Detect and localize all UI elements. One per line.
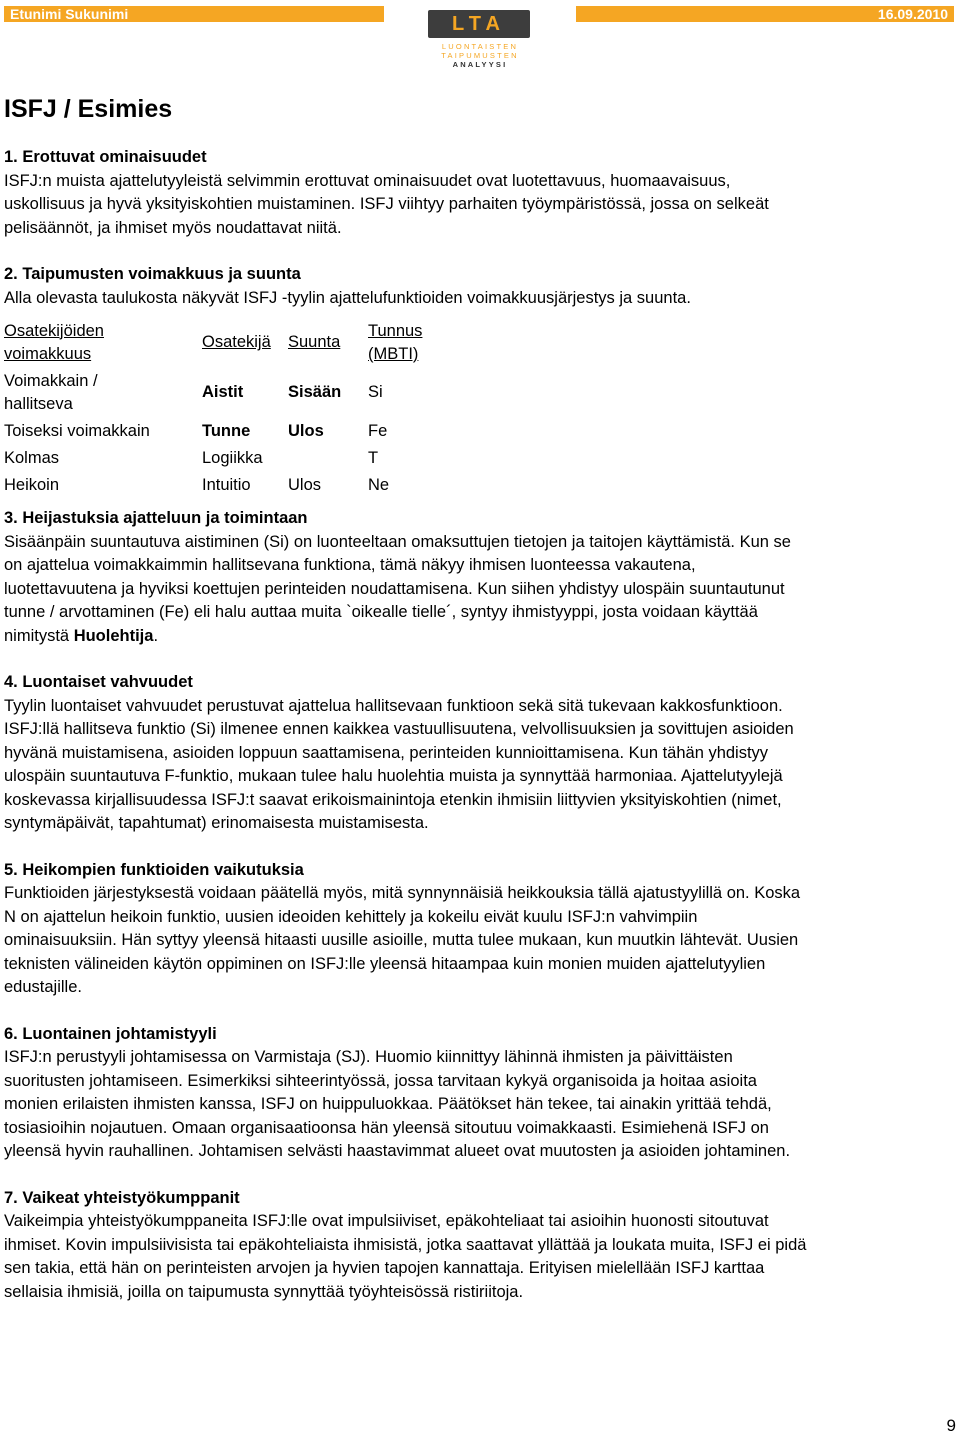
section-3-heading: 3. Heijastuksia ajatteluun ja toimintaan [4, 509, 308, 527]
paragraph-line: monien erilaisten ihmisten kanssa, ISFJ on huippuluokkaa. Päätökset hän tekee, tai ainakin yrittää tehdä, [4, 1095, 772, 1113]
header-strength: Osatekijöiden voimakkuus [4, 321, 104, 363]
paragraph-line: yleensä hyvin rauhallinen. Johtamisen selvästi haastavimmat alueet ovat muutosten ja asioiden johtaminen. [4, 1142, 791, 1160]
cell-direction: Ulos [288, 421, 324, 440]
logo-line-1: LUONTAISTEN [441, 42, 519, 51]
paragraph-line: tunne / arvottaminen (Fe) eli halu auttaa muita `oikealle tielle´, syntyy ihmistyyppi, josta voidaan käyttää [4, 603, 758, 621]
paragraph-line: ulospäin suuntautuva F-funktio, mukaan tulee halu huolehtia muista ja synnyttää harmoniaa. Ajattelutyylejä [4, 767, 783, 785]
table-row [4, 418, 448, 445]
paragraph-line: N on ajattelun heikoin funktio, uusien ideoiden kehittely ja kokeilu eivät kuulu ISFJ:n vahvimpiin [4, 907, 698, 926]
cell-direction: Ulos [288, 475, 322, 494]
section-4-heading: 4. Luontaiset vahvuudet [4, 673, 193, 691]
paragraph-line: teknisten välineiden käytön oppiminen on ISFJ:lle yleensä hitaampaa kuin monien muiden ajattelutyylien [4, 954, 766, 973]
paragraph-line: Vaikeimpia yhteistyökumppaneita ISFJ:lle ovat impulsiiviset, epäkohteliaat tai asioihin huonosti sitoutuvat [4, 1212, 769, 1230]
paragraph-line: suoritusten johtamiseen. Esimerkiksi sihteerintyössä, jossa tarvitaan kykyä organisoida ja hoitaa asioita [4, 1071, 757, 1090]
cell-code: Si [368, 383, 383, 402]
lta-logo [418, 6, 542, 69]
section-2-intro: Alla olevasta taulukosta näkyvät ISFJ -tyylin ajattelufunktioiden voimakkuusjärjestys ja suunta. [4, 288, 691, 307]
section-1-heading: 1. Erottuvat ominaisuudet [4, 148, 207, 166]
paragraph-line: hyvänä muistamisena, asioiden loppuun saattamisena, perinteiden kunnioittamisena. Kun tähän yhdistyy [4, 743, 769, 762]
page-number: 9 [946, 1416, 956, 1435]
section-7 [4, 1187, 954, 1305]
cell-factor: Logiikka [202, 448, 263, 467]
logo-letters: LTA [452, 13, 506, 35]
paragraph-line: on ajattelua voimakkaimmin hallitsevana funktiona, tämä näkyy ihmisen luonteessa vakautena, [4, 556, 696, 574]
paragraph-line: Funktioiden järjestyksestä voidaan päätellä myös, mitä synnynnäisiä heikkouksia tällä ajatustyylillä on. Koska [4, 884, 801, 902]
section-5-heading: 5. Heikompien funktioiden vaikutuksia [4, 860, 304, 879]
paragraph-line: ISFJ:n perustyyli johtamisessa on Varmistaja (SJ). Huomio kiinnittyy lähinnä ihmisten ja päivittäisten [4, 1048, 733, 1066]
header-factor: Osatekijä [202, 333, 271, 352]
table-header-row [4, 318, 448, 368]
paragraph-line: ihmiset. Kovin impulsiivisista tai epäkohteliaista ihmisistä, jotka saattavat yllättää ja loukata muita, ISFJ ei pidä [4, 1235, 807, 1254]
header-date-bar: 16.09.2010 [576, 6, 954, 22]
cell-factor: Intuitio [202, 475, 251, 494]
cell-code: T [368, 448, 379, 467]
paragraph-line: uskollisuus ja hyvä yksityiskohtien muistaminen. ISFJ viihtyy parhaiten työympäristössä, jossa on selkeät [4, 195, 769, 213]
paragraph-line: Tyylin luontaiset vahvuudet perustuvat ajattelua hallitsevaan funktioon sekä sitä tukevaan kakkosfunktioon. [4, 696, 783, 715]
section-6 [4, 1023, 954, 1164]
function-table [4, 318, 448, 499]
paragraph-line: ominaisuuksiin. Hän syttyy yleensä hitaasti uusille asioille, mutta tulee mukaan, kun muutkin lähtevät. Uusien [4, 931, 799, 949]
paragraph-line: sen takia, että hän on perinteisten arvojen ja hyvien tapojen kannattaja. Erityisen mielellään ISFJ karttaa [4, 1259, 765, 1277]
header-name-bar: Etunimi Sukunimi [4, 6, 384, 22]
paragraph-line: nimitystä Huolehtija. [4, 626, 159, 645]
section-6-heading: 6. Luontainen johtamistyyli [4, 1024, 217, 1043]
table-row [4, 472, 448, 499]
section-4 [4, 671, 954, 836]
paragraph-line: ISFJ:n muista ajattelutyyleistä selvimmin erottuvat ominaisuudet ovat luotettavuus, huomaavaisuus, [4, 171, 731, 190]
section-1 [4, 146, 954, 240]
table-row [4, 445, 448, 472]
section-3 [4, 507, 954, 648]
paragraph-line: tosiasioihin nojautuen. Omaan organisaatioonsa hän yleensä sitoutuu voimakkaasti. Esimiehenä ISFJ on [4, 1118, 769, 1137]
type-name: Huolehtija [73, 626, 154, 645]
cell-strength: Voimakkain / hallitseva [4, 371, 98, 413]
paragraph-line: koskevassa kirjallisuudessa ISFJ:t saavat erikoismainintoja etenkin ihmisiin liittyvien yksityiskohtien (nimet, [4, 790, 782, 809]
paragraph-line: pelisäännöt, ja ihmiset myös noudattavat niitä. [4, 218, 342, 237]
logo-line-3: ANALYYSI [452, 60, 508, 69]
paragraph-line: Sisäänpäin suuntautuva aistiminen (Si) on luonteeltaan omaksuttujen tietojen ja taitojen käyttämistä. Kun se [4, 532, 791, 551]
table-row [4, 368, 448, 418]
cell-direction: Sisään [288, 383, 342, 402]
paragraph-line: ISFJ:llä hallitseva funktio (Si) ilmenee ennen kaikkea vastuullisuutena, velvollisuuksien ja sovittujen asioiden [4, 720, 794, 738]
cell-factor: Tunne [202, 421, 251, 440]
cell-strength: Heikoin [4, 475, 60, 494]
cell-code: Ne [368, 475, 390, 494]
section-7-heading: 7. Vaikeat yhteistyökumppanit [4, 1188, 240, 1207]
section-2 [4, 263, 954, 499]
paragraph-line: luotettavuutena ja hyviksi koettujen perinteiden noudattamisena. Kun siihen yhdistyy ulospäin suuntautunut [4, 579, 785, 598]
cell-direction [288, 445, 368, 472]
cell-strength: Kolmas [4, 448, 60, 467]
cell-code: Fe [368, 421, 388, 440]
cell-strength: Toiseksi voimakkain [4, 421, 150, 440]
paragraph-line: sellaisia ihmisiä, joilla on taipumusta synnyttää työyhteisössä ristiriitoja. [4, 1282, 524, 1301]
paragraph-line: edustajille. [4, 978, 82, 996]
page-title: ISFJ / Esimies [4, 95, 173, 123]
cell-factor: Aistit [202, 383, 244, 402]
section-2-heading: 2. Taipumusten voimakkuus ja suunta [4, 265, 301, 283]
section-5 [4, 859, 954, 1000]
header-code: Tunnus (MBTI) [368, 321, 423, 363]
header-direction: Suunta [288, 333, 341, 352]
document-body [4, 146, 954, 1304]
logo-line-2: TAIPUMUSTEN [441, 51, 519, 60]
paragraph-line: syntymäpäivät, tapahtumat) erinomaisesta muistamisesta. [4, 814, 429, 832]
